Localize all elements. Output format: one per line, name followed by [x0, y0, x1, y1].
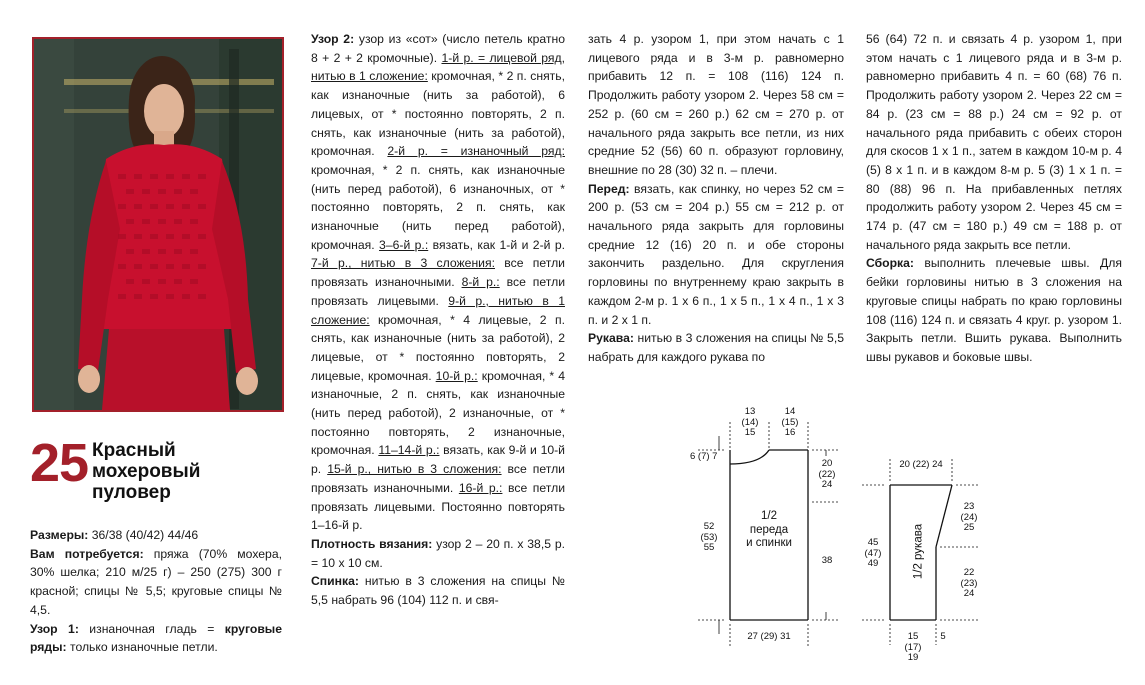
pattern-title-line: Красный: [92, 440, 176, 461]
row-heading: 11–14-й р.:: [378, 443, 440, 458]
front-label: Перед:: [588, 181, 630, 196]
sleeve-top-measure: 20 (22) 24: [899, 459, 943, 470]
body-neck-depth-measure: 6 (7) 7: [690, 451, 718, 462]
assembly-label: Сборка:: [866, 256, 914, 271]
row-heading: 16-й р.:: [458, 480, 503, 495]
panel-label-line: переда: [749, 523, 789, 536]
back-continued-paragraph: зать 4 р. узором 1, при этом начать с 1 лицевого ряда и в 3-м р. равномерно прибавить 12 п. = 108 (116) 124 п. Продолжить работу узором 2. Через 58 см = 252 р. (60 см = 260 р.) 62 см = 270 р. от начального ряда закрыть все петли, из них средние 52 (56) 60 п. образуют горловину, внешние по 28 (30) 32 п. – плечи.: [588, 32, 844, 177]
column-1: [30, 526, 282, 657]
row-heading: 8-й р.:: [461, 275, 500, 290]
row-heading: 9-й р., нитью в 1 сложение:: [311, 293, 565, 327]
row-heading: 10-й р.:: [435, 368, 478, 383]
pattern1-label: Узор 1:: [30, 621, 79, 636]
pattern-title: [92, 440, 292, 503]
model-photo: [32, 37, 284, 412]
assembly-paragraph: [866, 254, 1122, 366]
sleeves-text: нитью в 3 сложения на спицы № 5,5 набрать для каждого рукава по: [588, 331, 844, 364]
text: все петли провязать изнаночными.: [311, 256, 565, 290]
pattern1-tail: только изнаночные петли.: [66, 640, 218, 655]
sleeve-bottom-side-measure: 5: [940, 631, 946, 642]
text: кромочная, * 2 п. снять, как изнаночные (нить за работой), 6 лицевых, от * постоянно повторять, 2 п. снять, как изнаночные (нить за работой), кромочная.: [311, 69, 565, 159]
sleeve-panel-label: 1/2 рукава: [912, 523, 925, 580]
body-top-left-measure: 13 (14) 15: [741, 406, 759, 438]
materials-label: Вам потребуется:: [30, 546, 144, 561]
text: все петли провязать лицевыми. Постоянно повторять 1–16-й р.: [311, 480, 566, 533]
row-heading: 7-й р., нитью в 3 сложения:: [311, 256, 495, 271]
sleeves-paragraph: [588, 329, 844, 366]
pattern2-label: Узор 2:: [311, 32, 355, 46]
column-2: [311, 30, 565, 610]
back-text: нитью в 3 сложения на спицы № 5,5 набрать 96 (104) 112 п. и свя-: [311, 574, 565, 608]
text: вязать, как 1-й и 2-й р.: [428, 237, 566, 252]
back-label: Спинка:: [311, 574, 359, 589]
row-heading: 2-й р. = изнаночный ряд:: [387, 144, 565, 159]
column-3: [588, 30, 844, 367]
model-photo-illustration: [34, 39, 282, 410]
pattern-number: 25: [30, 433, 89, 493]
sizes-value: 36/38 (40/42) 44/46: [88, 528, 199, 542]
back-paragraph: [311, 572, 565, 609]
text: вязать, как 9-й и 10-й р.: [311, 443, 565, 477]
text: все петли провязать изнаночными.: [311, 462, 565, 495]
pattern1-bold: круговые ряды:: [30, 621, 282, 655]
text: кромочная, * 4 изнаночные, 2 п. снять, как изнаночные (нить перед работой), 2 изнаночные, от * постоянно повторять, 2 изнаночные, кромочная.: [311, 368, 565, 458]
body-bottom-measure: 27 (29) 31: [747, 631, 791, 642]
sleeve-bottom-measure: 15 (17) 19: [904, 631, 922, 663]
pattern-title-line: мохеровый: [92, 461, 201, 482]
sleeve-height-measure: 45 (47) 49: [864, 537, 882, 569]
sleeve-upper-right-measure: 23 (24) 25: [960, 501, 978, 533]
column-4: [866, 30, 1122, 367]
row-heading: 1-й р. = лицевой ряд, нитью в 1 сложение:: [311, 50, 565, 84]
assembly-text: выполнить плечевые швы. Для бейки горловины нитью в 3 сложения на круговые спицы набрать по краю горловины 108 (116) 124 п. и связать 4 круг. р. узором 1. Закрыть петли. Вшить рукава. Выполнить швы рукавов и боковые швы.: [866, 256, 1122, 364]
density-paragraph: [311, 535, 565, 572]
panel-label-line: 1/2: [761, 510, 777, 522]
sleeves-label: Рукава:: [588, 331, 634, 346]
text: кромочная, * 4 лицевые, 2 п. снять, как изнаночные (нить за работой), 2 лицевые, от * постоянно повторять, 2 лицевые, кромочная.: [311, 312, 565, 383]
density-label: Плотность вязания:: [311, 536, 433, 551]
materials-paragraph: [30, 545, 282, 620]
body-panel-label: [732, 510, 806, 551]
body-top-right-measure: 14 (15) 16: [781, 406, 799, 438]
text: узор из «сот» (число петель кратно 8 + 2 + 2 кромочные).: [311, 32, 565, 65]
sleeve-schematic: [860, 455, 990, 675]
sizes-label: Размеры:: [30, 528, 89, 542]
front-paragraph: [588, 180, 844, 330]
pattern2-paragraph: [311, 30, 565, 535]
sleeves-continued-paragraph: 56 (64) 72 п. и связать 4 р. узором 1, при этом начать с 1 лицевого ряда и в 3-м р. равномерно прибавить 4 п. = 60 (68) 76 п. Продолжить работу узором 2. Через 22 см = 84 р. (23 см = 88 р.) 24 см = 92 р. от начального ряда прибавить с обеих сторон для скосов 1 х 1 п., затем в каждом 10-м р. 4 (5) 8 х 1 п. и в каждом 8-м р. 5 (3) 1 х 1 п. = 80 (88) 96 п. На прибавленных петлях продолжить работу узором 2. Через 45 см = 174 р. (47 см = 180 р.) 49 см = 188 р. от начального ряда закрыть все петли.: [866, 32, 1122, 252]
row-heading: 15-й р., нитью в 3 сложения:: [327, 462, 502, 477]
body-side-lower-measure: 38: [821, 555, 833, 566]
text: кромочная, * 2 п. снять, как изнаночные (нить перед работой), 6 изнаночных, от * постоянно повторять, 2 п. снять, как изнаночные (нить перед работой), кромочная.: [311, 162, 565, 252]
body-schematic: [690, 402, 850, 672]
pattern-title-line: пуловер: [92, 482, 171, 503]
sleeve-lower-right-measure: 22 (23) 24: [960, 567, 978, 599]
body-side-upper-measure: 20 (22) 24: [818, 458, 836, 490]
pattern-title-block: [30, 433, 290, 503]
body-height-measure: 52 (53) 55: [700, 521, 718, 553]
pattern1-paragraph: [30, 620, 282, 657]
density-text: узор 2 – 20 п. х 38,5 р. = 10 х 10 см.: [311, 536, 565, 570]
sizes-paragraph: [30, 526, 282, 545]
front-text: вязать, как спинку, но через 52 см = 200 р. (53 см = 204 р.) 55 см = 212 р. от начального ряда закрыть для горловины средние 12 (16) 20 п. и обе стороны закончить раздельно. Для скругления горловины по внутреннему краю закрыть в каждом 2-м р. 1 х 6 п., 1 х 5 п., 1 х 4 п., 1 х 3 п. и 2 х 1 п.: [588, 181, 844, 327]
text: все петли провязать лицевыми.: [311, 275, 565, 308]
pattern1-text: изнаночная гладь =: [78, 621, 225, 636]
row-heading: 3–6-й р.:: [379, 237, 429, 252]
materials-value: пряжа (70% мохера, 30% шелка; 210 м/25 г) – 250 (275) 300 г красной; спицы № 5,5; круговые спицы № 4,5.: [30, 546, 283, 617]
panel-label-line: и спинки: [746, 537, 792, 549]
